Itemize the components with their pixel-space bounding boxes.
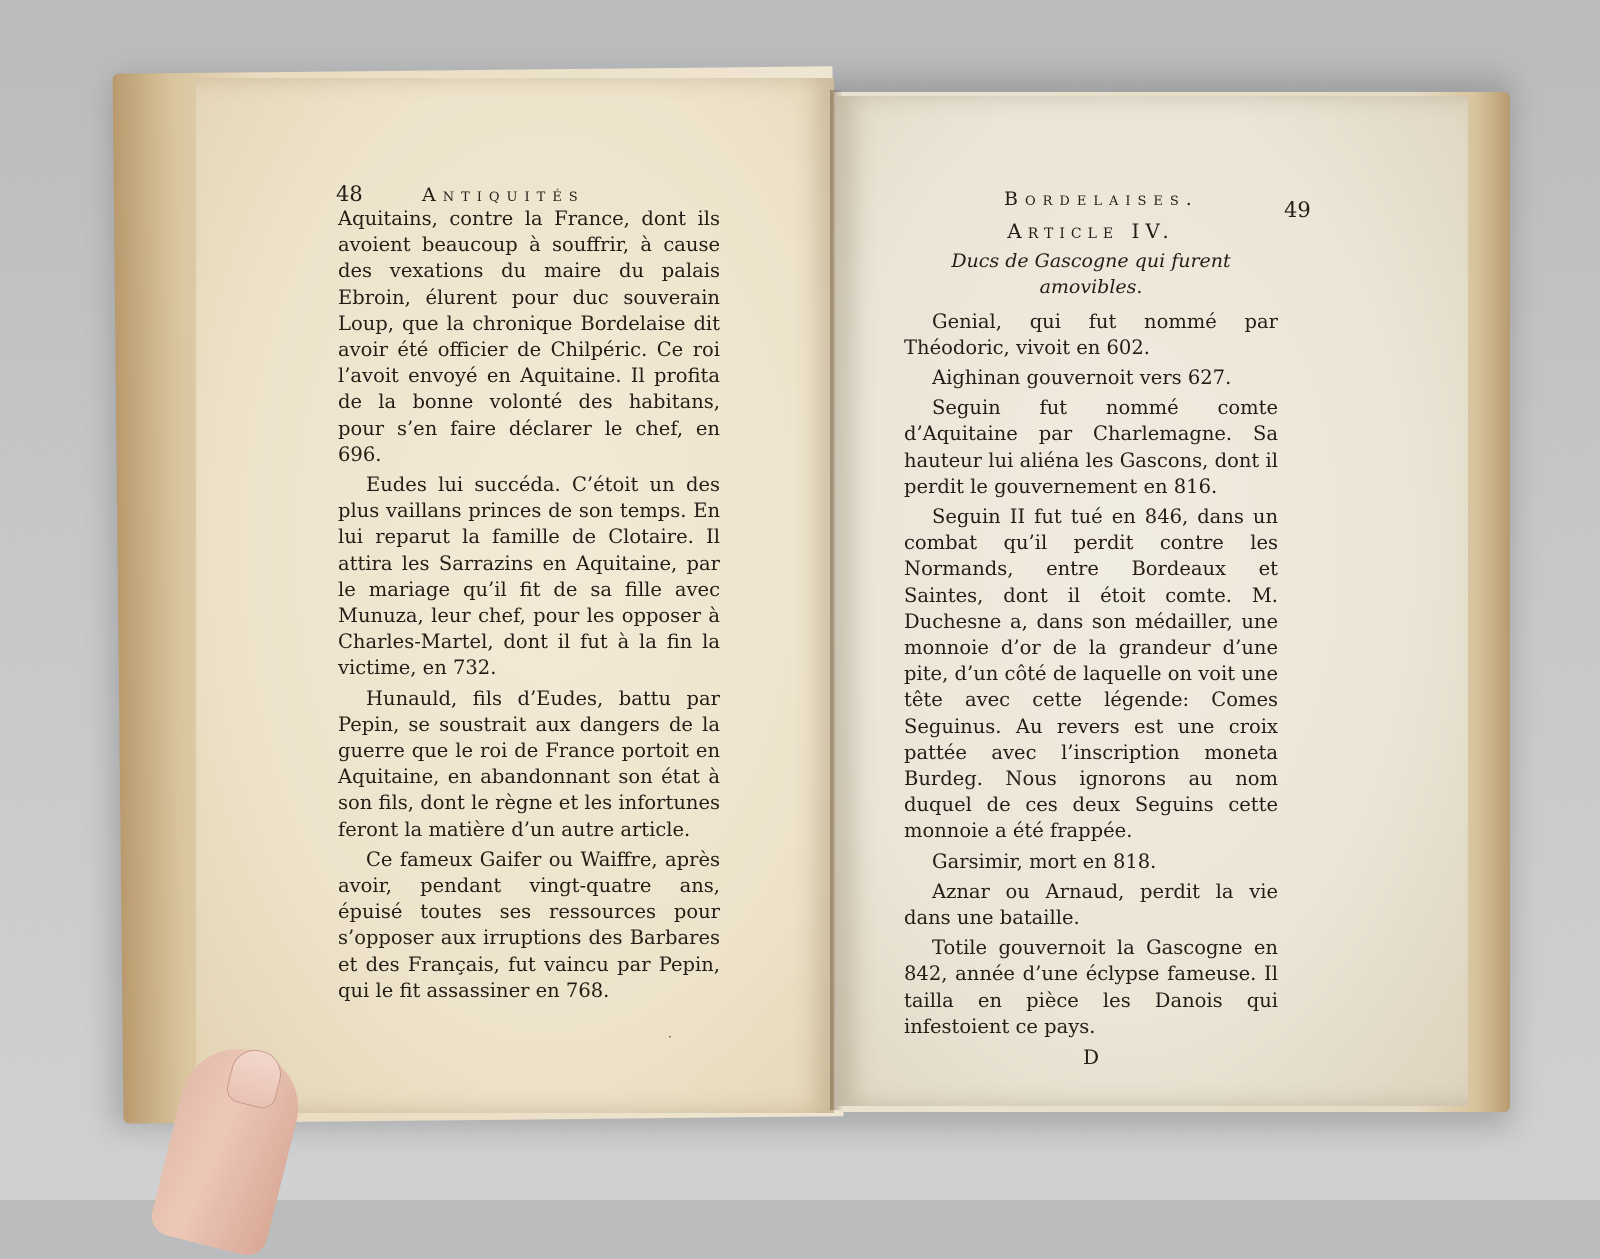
right-paragraph-6: Aznar ou Arnaud, perdit la vie dans une bataille. — [904, 879, 1278, 930]
left-running-head: Antiquités — [422, 184, 585, 206]
right-paragraph-7: Totile gouvernoit la Gascogne en 842, année d’une éclypse fameuse. Il tailla en pièce les Danois qui infestoient ce pays. — [904, 936, 1278, 1038]
signature-mark: D — [1082, 1045, 1100, 1070]
right-paragraph-1: Genial, qui fut nommé par Théodoric, vivoit en 602. — [904, 309, 1278, 359]
left-paragraph-4: Ce fameux Gaifer ou Waiffre, après avoir, pendant vingt-quatre ans, épuisé toutes ses ressources pour s’opposer aux irruptions des Barbares et des Français, fut vaincu par Pepin, qui le fit assassiner en 768. — [338, 847, 720, 1002]
left-paragraph-2: Eudes lui succéda. C’étoit un des plus vaillans princes de son temps. En lui reparut la famille de Clotaire. Il attira les Sarrazins en Aquitaine, par le mariage qu’il fit de sa fille avec Munuza, leur chef, pour les opposer à Charles-Martel, dont il fut à la fin la victime, en 732. — [338, 473, 720, 680]
left-page — [196, 78, 834, 1113]
right-paragraph-3: Seguin fut nommé comte d’Aquitaine par Charlemagne. Sa hauteur lui aliéna les Gascons, dont il perdit le gouvernement en 816. — [904, 396, 1278, 498]
article-title: Article IV. — [1007, 219, 1175, 243]
right-page — [836, 96, 1468, 1106]
left-text-block — [338, 206, 720, 1008]
left-paragraph-1: Aquitains, contre la France, dont ils avoient beaucoup à souffrir, à cause des vexations du maire du palais Ebroin, élurent pour duc souverain Loup, que la chronique Bordelaise dit avoir été officier de Chilpéric. Ce roi l’avoit envoyé en Aquitaine. Il profita de la bonne volonté des habitans, pour s’en faire déclarer le chef, en 696. — [338, 207, 720, 466]
right-paragraph-5: Garsimir, mort en 818. — [932, 849, 1157, 873]
left-paragraph-3: Hunauld, fils d’Eudes, battu par Pepin, se soustrait aux dangers de la guerre que le roi de France portoit en Aquitaine, en abandonnant son état à son fils, dont le règne et les infortunes feront la matière d’un autre article. — [338, 686, 720, 841]
ink-speck: · — [668, 1030, 672, 1044]
right-folio: 49 — [1284, 198, 1311, 222]
right-text-block — [904, 218, 1278, 1070]
right-paragraph-2: Aighinan gouvernoit vers 627. — [932, 366, 1232, 390]
right-running-head: Bordelaises. — [1004, 188, 1199, 210]
right-paragraph-4: Seguin II fut tué en 846, dans un combat qu’il perdit contre les Normands, entre Bordeaux et Saintes, dont il étoit comte. M. Duchesne a, dans son médailler, une monnoie d’or de la grandeur d’une pite, d’un côté de laquelle on voit une tête avec cette légende: Comes Seguinus. Au revers est une croix pattée avec l’inscription moneta Burdeg. Nous ignorons au nom duquel de ces deux Seguins cette monnoie a été frappée. — [904, 505, 1278, 843]
left-folio: 48 — [336, 182, 363, 206]
article-subtitle: Ducs de Gascogne qui furent amovibles. — [951, 250, 1231, 299]
